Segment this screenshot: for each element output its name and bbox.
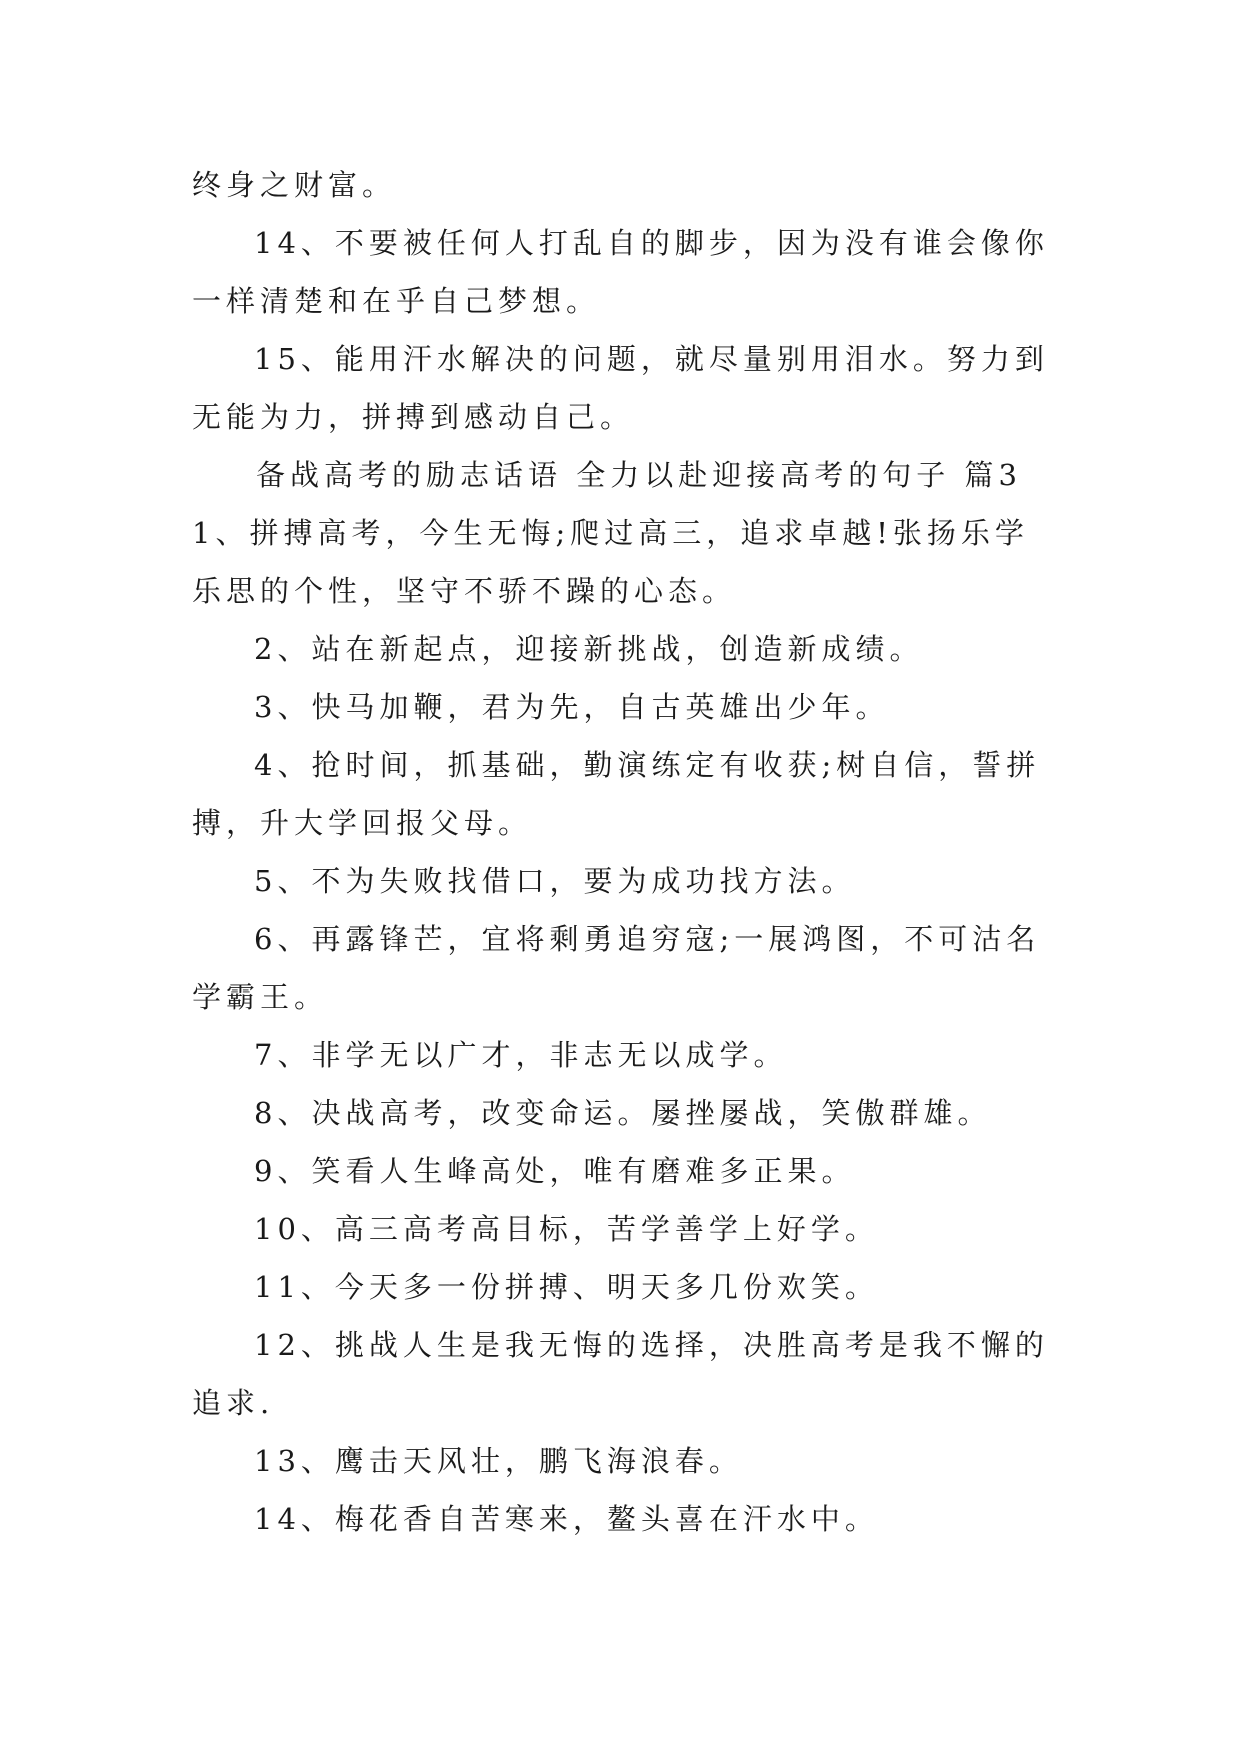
list-item: 6、再露锋芒，宜将剩勇追穷寇;一展鸿图，不可沽名学霸王。: [192, 922, 1041, 1014]
section-heading: 备战高考的励志话语 全力以赴迎接高考的句子 篇3: [256, 458, 1022, 492]
list-item: 14、梅花香自苦寒来，鳌头喜在汗水中。: [254, 1502, 879, 1536]
list-item: 12、挑战人生是我无悔的选择，决胜高考是我不懈的追求.: [192, 1328, 1049, 1420]
list-item: 3、快马加鞭，君为先，自古英雄出少年。: [254, 690, 890, 724]
list-item: 7、非学无以广才，非志无以成学。: [254, 1038, 788, 1072]
list-item: 11、今天多一份拼搏、明天多几份欢笑。: [254, 1270, 879, 1304]
list-item: 10、高三高考高目标，苦学善学上好学。: [254, 1212, 879, 1246]
list-item: 14、不要被任何人打乱自的脚步，因为没有谁会像你一样清楚和在乎自己梦想。: [192, 226, 1049, 318]
document-body: [192, 156, 1060, 1548]
list-item: 1、拼搏高考，今生无悔;爬过高三，追求卓越!张扬乐学乐思的个性，坚守不骄不躁的心态。: [192, 516, 1029, 608]
list-item: 9、笑看人生峰高处，唯有磨难多正果。: [254, 1154, 856, 1188]
list-item: 13、鹰击天风壮，鹏飞海浪春。: [254, 1444, 743, 1478]
list-item: 2、站在新起点，迎接新挑战，创造新成绩。: [254, 632, 924, 666]
list-item: 15、能用汗水解决的问题，就尽量别用泪水。努力到无能为力，拼搏到感动自己。: [192, 342, 1049, 434]
list-item: 5、不为失败找借口，要为成功找方法。: [254, 864, 856, 898]
continuation-line: 终身之财富。: [192, 168, 397, 202]
list-item: 4、抢时间，抓基础，勤演练定有收获;树自信，誓拼搏，升大学回报父母。: [192, 748, 1041, 840]
list-item: 8、决战高考，改变命运。屡挫屡战，笑傲群雄。: [254, 1096, 992, 1130]
